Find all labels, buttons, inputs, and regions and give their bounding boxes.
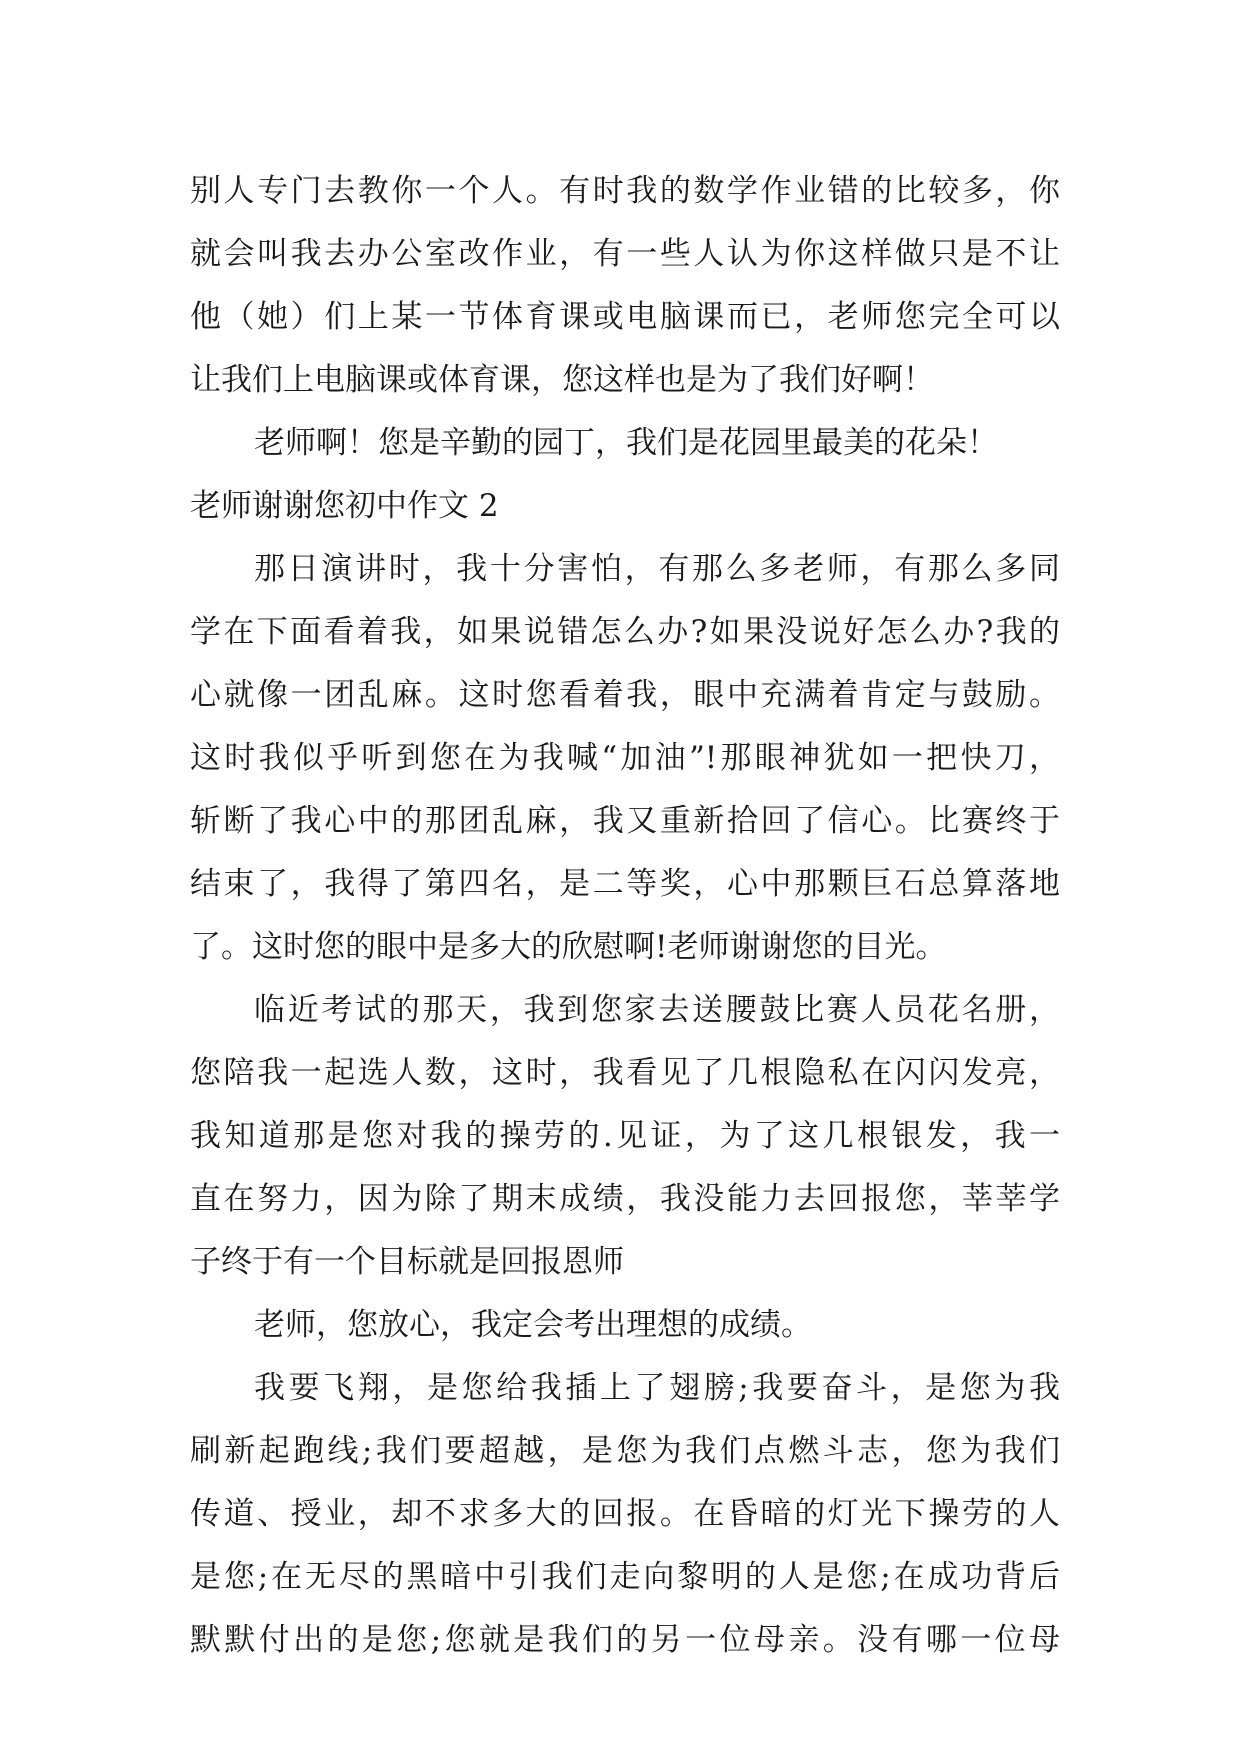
text-line: 就会叫我去办公室改作业，有一些人认为你这样做只是不让 (190, 236, 1060, 272)
text-line: 他（她）们上某一节体育课或电脑课而已，老师您完全可以 (190, 299, 1060, 335)
text-line: 临近考试的那天，我到您家去送腰鼓比赛人员花名册， (254, 992, 1060, 1028)
text-line: 心就像一团乱麻。这时您看着我，眼中充满着肯定与鼓励。 (190, 677, 1060, 713)
text-line: 老师，您放心，我定会考出理想的成绩。 (254, 1307, 812, 1343)
text-line: 传道、授业，却不求多大的回报。在昏暗的灯光下操劳的人 (190, 1496, 1060, 1532)
text-line: 那日演讲时，我十分害怕，有那么多老师，有那么多同 (254, 551, 1060, 587)
text-line: 这时我似乎听到您在为我喊“加油”!那眼神犹如一把快刀， (190, 740, 1060, 776)
text-line: 我要飞翔，是您给我插上了翅膀;我要奋斗，是您为我 (254, 1370, 1060, 1406)
text-line: 了。这时您的眼中是多大的欣慰啊!老师谢谢您的目光。 (190, 929, 947, 965)
text-line: 是您;在无尽的黑暗中引我们走向黎明的人是您;在成功背后 (190, 1559, 1060, 1595)
text-line: 直在努力，因为除了期末成绩，我没能力去回报您，莘莘学 (190, 1181, 1060, 1217)
text-line: 老师啊！您是辛勤的园丁，我们是花园里最美的花朵！ (254, 425, 998, 461)
text-line: 刷新起跑线;我们要超越，是您为我们点燃斗志，您为我们 (190, 1433, 1060, 1469)
text-line: 您陪我一起选人数，这时，我看见了几根隐私在闪闪发亮， (190, 1055, 1060, 1091)
text-line: 默默付出的是您;您就是我们的另一位母亲。没有哪一位母 (190, 1622, 1060, 1658)
text-line: 我知道那是您对我的操劳的.见证，为了这几根银发，我一 (190, 1118, 1060, 1154)
text-line: 别人专门去教你一个人。有时我的数学作业错的比较多，你 (190, 173, 1060, 209)
section-title: 老师谢谢您初中作文 2 (190, 488, 499, 524)
document-body (190, 160, 1060, 1672)
text-line: 学在下面看着我，如果说错怎么办?如果没说好怎么办?我的 (190, 614, 1060, 650)
text-line: 斩断了我心中的那团乱麻，我又重新拾回了信心。比赛终于 (190, 803, 1060, 839)
text-line: 结束了，我得了第四名，是二等奖，心中那颗巨石总算落地 (190, 866, 1060, 902)
text-line: 让我们上电脑课或体育课，您这样也是为了我们好啊！ (190, 362, 934, 398)
text-line: 子终于有一个目标就是回报恩师 (190, 1244, 624, 1280)
